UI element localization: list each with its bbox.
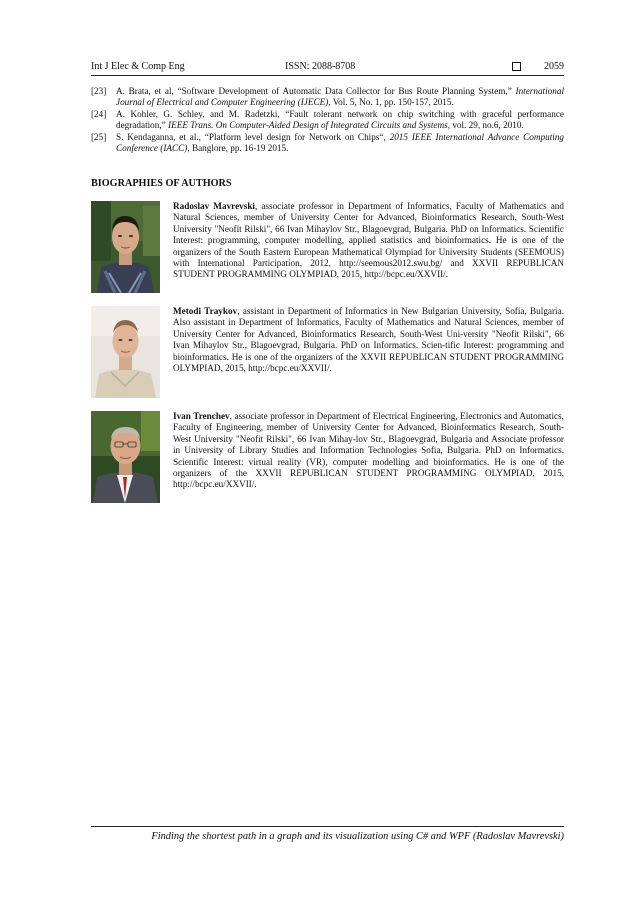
portrait-image [91, 411, 160, 503]
reference-details: vol. 29, no.6, 2010. [452, 120, 524, 131]
author-bio-text [173, 411, 564, 491]
reference-item [91, 86, 564, 109]
reference-details: Vol. 5, No. 1, pp. 150-157, 2015. [332, 97, 454, 108]
reference-item [91, 109, 564, 132]
author-photo [91, 201, 160, 293]
reference-venue: IEEE Trans. On Computer-Aided Design of Integrated Circuits and Systems, [168, 120, 451, 131]
author-description: , associate professor in Department of Informatics, Faculty of Mathematics and Natural Sciences, member of University Center for Advanced, Bioinformatics Research, South-West University "Neofit Rilski", 66 Ivan Mihaylov Str., Blagoevgrad, Bulgaria. PhD on Informatics. Scientific Interest: programming, computer modelling, applied statistics and bioinformatics. He is one of the organizers of the South Eastern European Mathematical Olympiad for University Students (SEEMOUS) with International Participation, 2012, http://seemous2012.swu.bg/ and XXVII REPUBLICAN STUDENT PROGRAMMING OLYMPIAD, 2015, http://bcpc.eu/XXVII/. [173, 201, 564, 280]
author-photo [91, 411, 160, 503]
reference-venue: International Journal of Electrical and Computer Engineering (IJECE), [116, 86, 565, 108]
page-number: 2059 [544, 61, 564, 72]
reference-number: [25] [91, 131, 107, 142]
checkbox-square-icon [512, 62, 521, 71]
reference-item [91, 132, 564, 155]
reference-list [91, 86, 564, 154]
author-bio-text [173, 306, 564, 374]
author-description: , associate professor in Department of Electrical Engineering, Electronics and Automatics, Faculty of Engineering, member of University Center for Advanced, Bioinformatics Research, South-West University "Neofit Rilski", 66 Ivan Mihay-lov Str., Blagoevgrad, Bulgaria and Associate professor in University of Library Studies and Information Technologies Sofia, Bulgaria. PhD on Informatics. Scientific Interest: virtual reality (VR), computer modelling and bioinformatics. He is one of the organizers of the XXVII REPUBLICAN STUDENT PROGRAMMING OLYMPIAD, 2015, http://bcpc.eu/XXVII/. [173, 411, 564, 490]
reference-number: [24] [91, 108, 107, 119]
reference-details: Banglore, pp. 16-19 2015. [191, 143, 289, 154]
author-photo [91, 306, 160, 398]
reference-authors-title: A. Brata, et al, “Software Development of Automatic Data Collector for Bus Route Planning System,” [116, 86, 512, 96]
reference-number: [23] [91, 86, 107, 96]
reference-venue: 2015 IEEE International Advance Computing Conference (IACC), [116, 131, 565, 154]
author-bio-text [173, 201, 564, 281]
author-name: Radoslav Mavrevski [173, 201, 255, 211]
running-header [91, 61, 564, 76]
author-name: Ivan Trenchev [173, 411, 230, 421]
reference-authors-title: S. Kendaganna, et al., “Platform level design for Network on Chips“, [116, 131, 386, 142]
portrait-image [91, 201, 160, 293]
issn: ISSN: 2088-8708 [285, 61, 356, 72]
reference-authors-title: A. Kohler, G. Schley, and M. Radetzki, “Fault tolerant network on chip switching with graceful performance degradation,” [116, 108, 564, 131]
author-description: , assistant in Department of Informatics in New Bulgarian University, Sofia, Bulgaria. Also assistant in Department of Informatics, Faculty of Mathematics and Natural Sciences, member of University Center for Advanced, Bioinformatics Research, South-West Uni-versity "Neofit Rilski", 66 Ivan Mihaylov Str., Blagoevgrad, Bulgaria. PhD on Informatics. Scien-tific Interest: programming and bioinformatics. He is one of the organizers of the XXVII REPUBLICAN STUDENT PROGRAMMING OLYMPIAD, 2015, http://bcpc.eu/XXVII/. [173, 306, 564, 374]
author-name: Metodi Traykov [173, 306, 238, 316]
running-footer: Finding the shortest path in a graph and its visualization using C# and WPF (Radoslav Mavrevski) [91, 826, 564, 842]
section-heading: BIOGRAPHIES OF AUTHORS [91, 178, 232, 189]
journal-name: Int J Elec & Comp Eng [91, 61, 185, 72]
portrait-image [91, 306, 160, 398]
